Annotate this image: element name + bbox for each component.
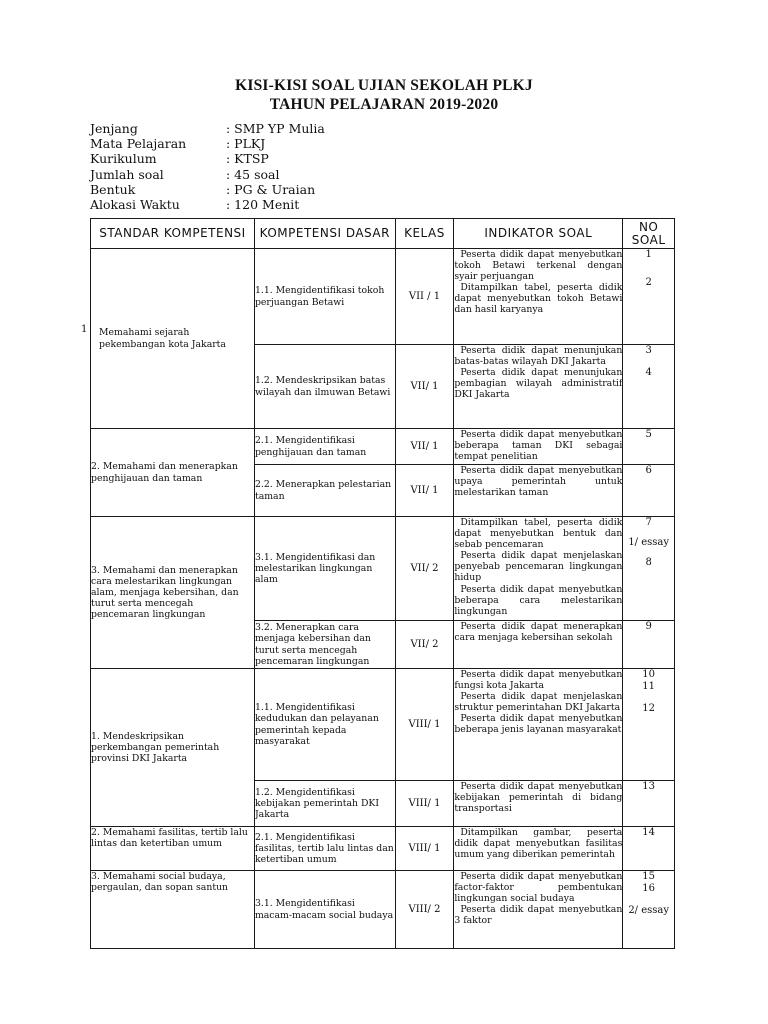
no-soal-item: 14	[642, 827, 656, 838]
kelas-text: VII / 1	[408, 290, 441, 302]
meta-row	[90, 136, 325, 151]
kelas-cell	[395, 517, 454, 621]
indikator-cell	[454, 781, 623, 827]
kompetensi-dasar-cell	[254, 345, 395, 429]
document-title	[0, 76, 768, 114]
kelas-cell	[395, 669, 454, 781]
kelas-text: VIII/ 1	[408, 797, 441, 809]
meta-key: Bentuk	[90, 181, 136, 197]
meta-row	[90, 121, 325, 136]
kelas-cell	[395, 345, 454, 429]
meta-key: Alokasi Waktu	[90, 197, 180, 213]
kelas-cell	[395, 621, 454, 669]
table-row	[91, 517, 675, 621]
title-line-1: KISI-KISI SOAL UJIAN SEKOLAH PLKJ	[235, 77, 533, 94]
header-kelas: KELAS	[395, 219, 454, 249]
header-standar-kompetensi: STANDAR KOMPETENSI	[91, 219, 255, 249]
kompetensi-dasar-text: 2.1. Mengidentifikasi penghijauan dan taman	[254, 435, 367, 458]
indikator-item: Peserta didik dapat menyebutkan 3 faktor	[454, 904, 623, 927]
no-soal-item: 5	[645, 429, 652, 440]
no-soal-cell	[623, 429, 675, 465]
no-soal-item: 16	[642, 883, 656, 894]
no-soal-item: 2/ essay	[628, 905, 670, 916]
table-body	[91, 249, 675, 949]
header-indikator-soal: INDIKATOR SOAL	[454, 219, 623, 249]
table-row	[91, 669, 675, 781]
indikator-item: Ditampilkan tabel, peserta didik dapat menyebutkan tokoh Betawi dan hasil karyanya	[454, 282, 623, 316]
meta-value: : 120 Menit	[226, 197, 300, 213]
meta-value: : KTSP	[226, 151, 269, 167]
standar-kompetensi-cell	[91, 669, 255, 827]
meta-key: Jumlah soal	[90, 166, 164, 182]
no-soal-cell	[623, 781, 675, 827]
indikator-cell	[454, 345, 623, 429]
indikator-cell	[454, 249, 623, 345]
meta-row	[90, 151, 325, 166]
no-soal-cell	[623, 465, 675, 517]
kelas-cell	[395, 249, 454, 345]
no-soal-cell	[623, 669, 675, 781]
indikator-cell	[454, 871, 623, 949]
no-soal-cell	[623, 249, 675, 345]
side-number: 1	[81, 324, 88, 335]
meta-key: Jenjang	[90, 121, 138, 136]
kompetensi-dasar-cell	[254, 781, 395, 827]
kompetensi-dasar-text: 3.1. Mengidentifikasi macam-macam social budaya	[254, 898, 394, 921]
kompetensi-dasar-text: 2.1. Mengidentifikasi fasilitas, tertib lalu lintas dan ketertiban umum	[254, 831, 394, 866]
no-soal-item: 4	[645, 367, 652, 378]
kompetensi-dasar-text: 1.2. Mendeskripsikan batas wilayah dan ilmuwan Betawi	[254, 375, 391, 398]
standar-kompetensi-text: 2. Memahami fasilitas, tertib lalu lintas dan ketertiban umum	[91, 827, 248, 850]
standar-kompetensi-cell	[91, 517, 255, 669]
kelas-text: VII/ 1	[410, 440, 439, 452]
indikator-item: Peserta didik dapat menjelaskan penyebab pencemaran lingkungan hidup	[454, 550, 623, 584]
kelas-text: VIII/ 2	[408, 903, 441, 915]
indikator-item: Peserta didik dapat menunjukan batas-batas wilayah DKI Jakarta	[454, 345, 623, 368]
no-soal-item: 12	[642, 703, 656, 714]
indikator-cell	[454, 429, 623, 465]
indikator-item: Peserta didik dapat menjelaskan struktur pemerintahan DKI Jakarta	[454, 691, 623, 714]
indikator-item: Ditampilkan gambar, peserta didik dapat menyebutkan fasilitas umum yang diberikan pemerintah	[454, 827, 623, 861]
meta-row	[90, 182, 325, 197]
kompetensi-dasar-cell	[254, 871, 395, 949]
indikator-cell	[454, 669, 623, 781]
kelas-text: VII/ 1	[410, 484, 439, 496]
no-soal-item: 10	[642, 669, 656, 680]
kelas-cell	[395, 429, 454, 465]
no-soal-cell	[623, 517, 675, 621]
no-soal-item: 1/ essay	[628, 537, 670, 548]
indikator-item: Peserta didik dapat menunjukan pembagian wilayah administratif DKI Jakarta	[454, 367, 623, 401]
indikator-item: Peserta didik dapat menerapkan cara menjaga kebersihan sekolah	[454, 621, 623, 644]
kelas-text: VIII/ 1	[408, 842, 441, 854]
no-soal-item: 11	[642, 681, 656, 692]
kompetensi-dasar-text: 3.1. Mengidentifikasi dan melestarikan lingkungan alam	[254, 551, 376, 586]
indikator-item: Peserta didik dapat menyebutkan tokoh Betawi terkenal dengan syair perjuangan	[454, 249, 623, 283]
kelas-text: VIII/ 1	[408, 718, 441, 730]
meta-value: : SMP YP Mulia	[226, 121, 325, 136]
kompetensi-dasar-cell	[254, 429, 395, 465]
kelas-text: VII/ 2	[410, 562, 439, 574]
no-soal-item: 7	[645, 517, 652, 528]
indikator-item: Peserta didik dapat menyebutkan factor-faktor pembentukan lingkungan social budaya	[454, 871, 623, 905]
standar-kompetensi-text: Memahami sejarah pekembangan kota Jakarta	[99, 327, 226, 350]
table-header-row	[91, 219, 675, 249]
no-soal-cell	[623, 827, 675, 871]
no-soal-cell	[623, 345, 675, 429]
meta-info	[90, 121, 325, 212]
no-soal-cell	[623, 621, 675, 669]
standar-kompetensi-text: 3. Memahami dan menerapkan cara melestarikan lingkungan alam, menjaga kebersihan, dan turut serta mencegah pencemaran lingkungan	[91, 564, 239, 621]
indikator-item: Peserta didik dapat menyebutkan upaya pemerintah untuk melestarikan taman	[454, 465, 623, 499]
no-soal-item: 8	[645, 557, 652, 568]
standar-kompetensi-text: 2. Memahami dan menerapkan penghijauan dan taman	[91, 461, 238, 484]
meta-value: : 45 soal	[226, 166, 280, 182]
no-soal-item: 9	[645, 621, 652, 632]
kompetensi-dasar-text: 1.1. Mengidentifikasi kedudukan dan pelayanan pemerintah kepada masyarakat	[254, 702, 379, 747]
standar-kompetensi-cell	[91, 429, 255, 517]
kelas-text: VII/ 2	[410, 638, 439, 650]
meta-value: : PLKJ	[226, 136, 266, 152]
title-line-2: TAHUN PELAJARAN 2019-2020	[269, 96, 499, 113]
table-row	[91, 827, 675, 871]
indikator-cell	[454, 517, 623, 621]
standar-kompetensi-text: 1. Mendeskripsikan perkembangan pemerintah provinsi DKI Jakarta	[91, 730, 220, 765]
meta-value: : PG & Uraian	[226, 181, 316, 197]
kelas-cell	[395, 781, 454, 827]
header-no-soal: NO SOAL	[623, 219, 675, 249]
standar-kompetensi-cell	[91, 827, 255, 871]
no-soal-cell	[623, 871, 675, 949]
kompetensi-dasar-cell	[254, 465, 395, 517]
indikator-cell	[454, 827, 623, 871]
meta-key: Kurikulum	[90, 151, 157, 167]
kompetensi-dasar-text: 2.2. Menerapkan pelestarian taman	[254, 479, 392, 502]
kompetensi-dasar-cell	[254, 249, 395, 345]
meta-row	[90, 197, 325, 212]
no-soal-item: 15	[642, 871, 656, 882]
no-soal-item: 1	[645, 249, 652, 260]
indikator-cell	[454, 621, 623, 669]
kompetensi-dasar-cell	[254, 827, 395, 871]
indikator-item: Peserta didik dapat menyebutkan fungsi kota Jakarta	[454, 669, 623, 692]
kompetensi-dasar-text: 1.1. Mengidentifikasi tokoh perjuangan Betawi	[254, 285, 385, 308]
kelas-cell	[395, 827, 454, 871]
kompetensi-dasar-cell	[254, 517, 395, 621]
indikator-cell	[454, 465, 623, 517]
no-soal-item: 6	[645, 465, 652, 476]
indikator-item: Peserta didik dapat menyebutkan kebijakan pemerintah di bidang transportasi	[454, 781, 623, 815]
standar-kompetensi-text: 3. Memahami social budaya, pergaulan, dan sopan santun	[91, 871, 229, 894]
meta-key: Mata Pelajaran	[90, 136, 187, 152]
kompetensi-dasar-cell	[254, 621, 395, 669]
meta-row	[90, 167, 325, 182]
indikator-item: Peserta didik dapat menyebutkan beberapa cara melestarikan lingkungan	[454, 583, 623, 617]
table-row	[91, 871, 675, 949]
kelas-cell	[395, 871, 454, 949]
kelas-text: VII/ 1	[410, 380, 439, 392]
standar-kompetensi-cell	[91, 249, 255, 429]
indikator-item: Ditampilkan tabel, peserta didik dapat menyebutkan bentuk dan sebab pencemaran	[454, 517, 623, 551]
no-soal-item: 2	[645, 277, 652, 288]
kisi-kisi-table	[90, 218, 675, 949]
kelas-cell	[395, 465, 454, 517]
header-kompetensi-dasar: KOMPETENSI DASAR	[254, 219, 395, 249]
indikator-item: Peserta didik dapat menyebutkan beberapa jenis layanan masyarakat	[454, 713, 623, 736]
standar-kompetensi-cell	[91, 871, 255, 949]
kompetensi-dasar-text: 3.2. Menerapkan cara menjaga kebersihan dan turut serta mencegah pencemaran lingkungan	[254, 622, 371, 667]
table-row	[91, 249, 675, 345]
no-soal-item: 13	[642, 781, 656, 792]
table-row	[91, 429, 675, 465]
indikator-item: Peserta didik dapat menyebutkan beberapa taman DKI sebagai tempat penelitian	[454, 429, 623, 463]
no-soal-item: 3	[645, 345, 652, 356]
kompetensi-dasar-text: 1.2. Mengidentifikasi kebijakan pemerintah DKI Jakarta	[254, 786, 380, 821]
kompetensi-dasar-cell	[254, 669, 395, 781]
